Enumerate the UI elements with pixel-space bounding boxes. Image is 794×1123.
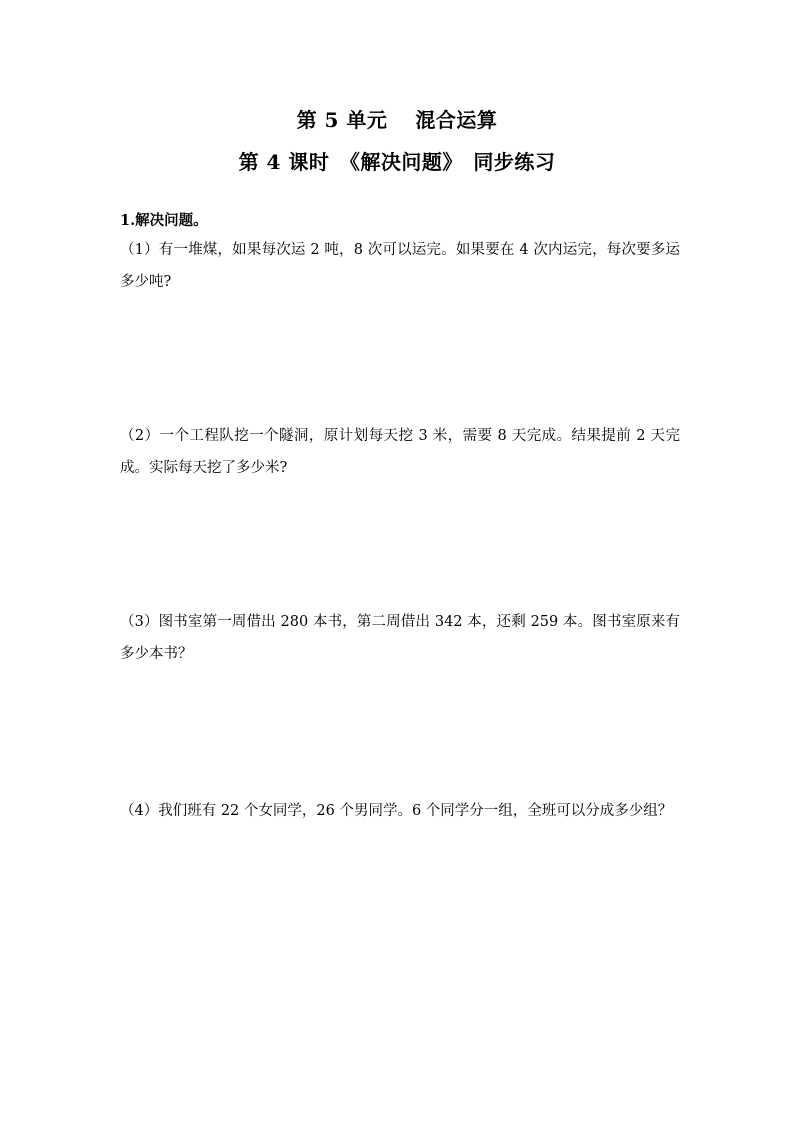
lesson-subtitle: 第 4 课时 《解决问题》 同步练习	[238, 150, 556, 174]
question-1: （1）有一堆煤，如果每次运 2 吨，8 次可以运完。如果要在 4 次内运完，每次要多运多少吨?	[120, 242, 680, 290]
section-heading: 1.解决问题。	[120, 212, 208, 229]
question-4: （4）我们班有 22 个女同学，26 个男同学。6 个同学分一组，全班可以分成多少组？	[120, 803, 673, 819]
question-2: （2）一个工程队挖一个隧洞，原计划每天挖 3 米，需要 8 天完成。结果提前 2 天完成。实际每天挖了多少米?	[120, 428, 680, 476]
unit-title: 第 5 单元 混合运算	[296, 108, 498, 132]
question-3: （3）图书室第一周借出 280 本书，第二周借出 342 本，还剩 259 本。图书室原来有多少本书？	[120, 614, 680, 662]
